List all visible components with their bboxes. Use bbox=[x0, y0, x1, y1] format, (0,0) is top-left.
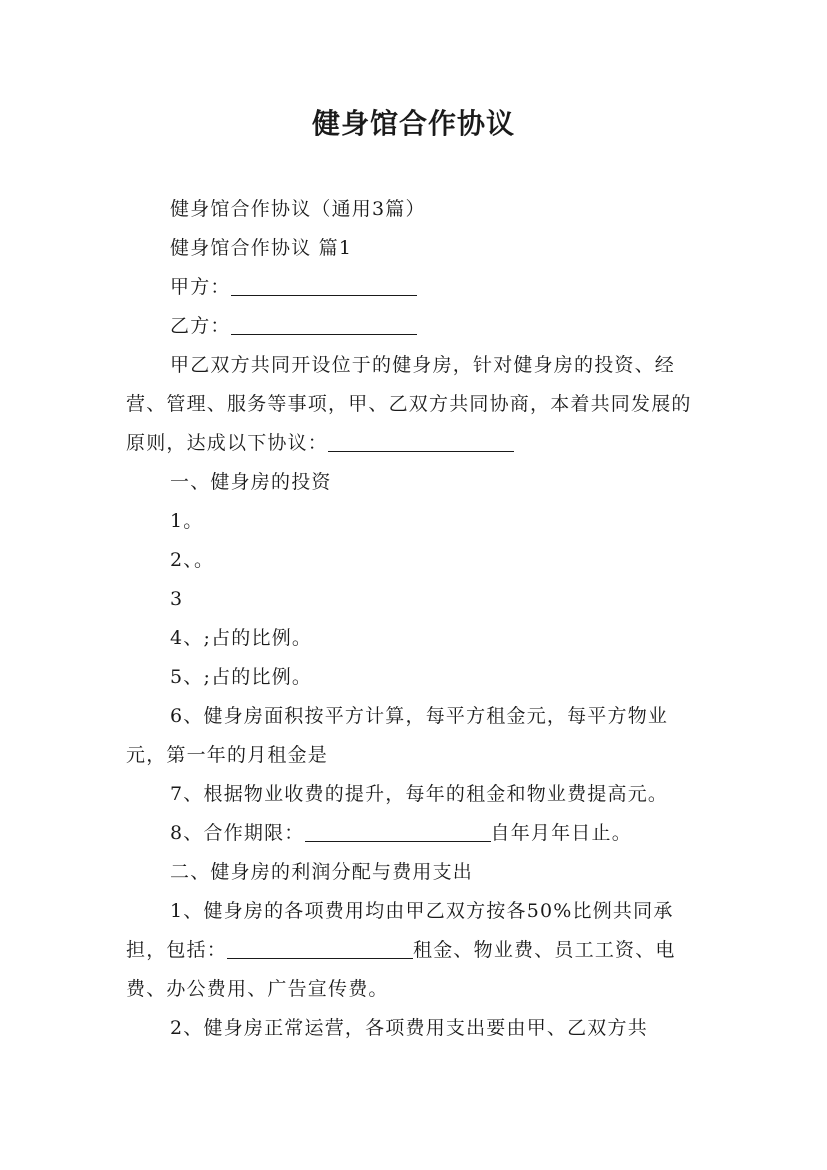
document-title: 健身馆合作协议 bbox=[311, 107, 515, 140]
cost-paragraph bbox=[126, 892, 706, 1009]
term-line bbox=[126, 814, 706, 853]
list-item: 4、;占的比例。 bbox=[170, 627, 313, 649]
list-item: 3 bbox=[170, 588, 184, 610]
list-item: 1。 bbox=[170, 510, 204, 532]
party-a-blank bbox=[231, 273, 417, 296]
subtitle-paragraph: 健身馆合作协议（通用3篇） bbox=[170, 198, 426, 220]
intro-text: 甲乙双方共同开设位于的健身房，针对健身房的投资、经营、管理、服务等事项，甲、乙双方共同协商，本着共同发展的原则，达成以下协议： bbox=[126, 354, 692, 454]
list-item: 5、;占的比例。 bbox=[170, 666, 313, 688]
section-1-heading: 一、健身房的投资 bbox=[170, 471, 332, 493]
term-suffix: 自年月年日止。 bbox=[490, 822, 632, 844]
list-item: 2、健身房正常运营，各项费用支出要由甲、乙双方共 bbox=[170, 1017, 648, 1039]
cost-text-before: 1、健身房的各项费用均由甲乙双方按各50%比例共同承担，包括： bbox=[126, 900, 674, 961]
party-b-blank bbox=[231, 312, 417, 335]
party-b-label: 乙方： bbox=[170, 315, 231, 337]
part-heading: 健身馆合作协议 篇1 bbox=[170, 237, 353, 259]
cost-blank bbox=[227, 936, 413, 959]
party-a-line bbox=[126, 268, 706, 307]
document-body bbox=[126, 190, 706, 1048]
list-item: 6、健身房面积按平方计算，每平方租金元，每平方物业元，第一年的月租金是 bbox=[126, 705, 669, 766]
intro-blank bbox=[328, 429, 514, 452]
term-label: 8、合作期限： bbox=[170, 822, 305, 844]
party-a-label: 甲方： bbox=[170, 276, 231, 298]
section-2-heading: 二、健身房的利润分配与费用支出 bbox=[170, 861, 474, 883]
list-item: 2、。 bbox=[170, 549, 215, 571]
party-b-line bbox=[126, 307, 706, 346]
term-blank bbox=[305, 819, 491, 842]
intro-paragraph bbox=[126, 346, 706, 463]
list-item: 7、根据物业收费的提升，每年的租金和物业费提高元。 bbox=[170, 783, 669, 805]
cost-text-after: 租金、物业费、员工工资、电费、办公费用、广告宣传费。 bbox=[126, 939, 676, 1000]
